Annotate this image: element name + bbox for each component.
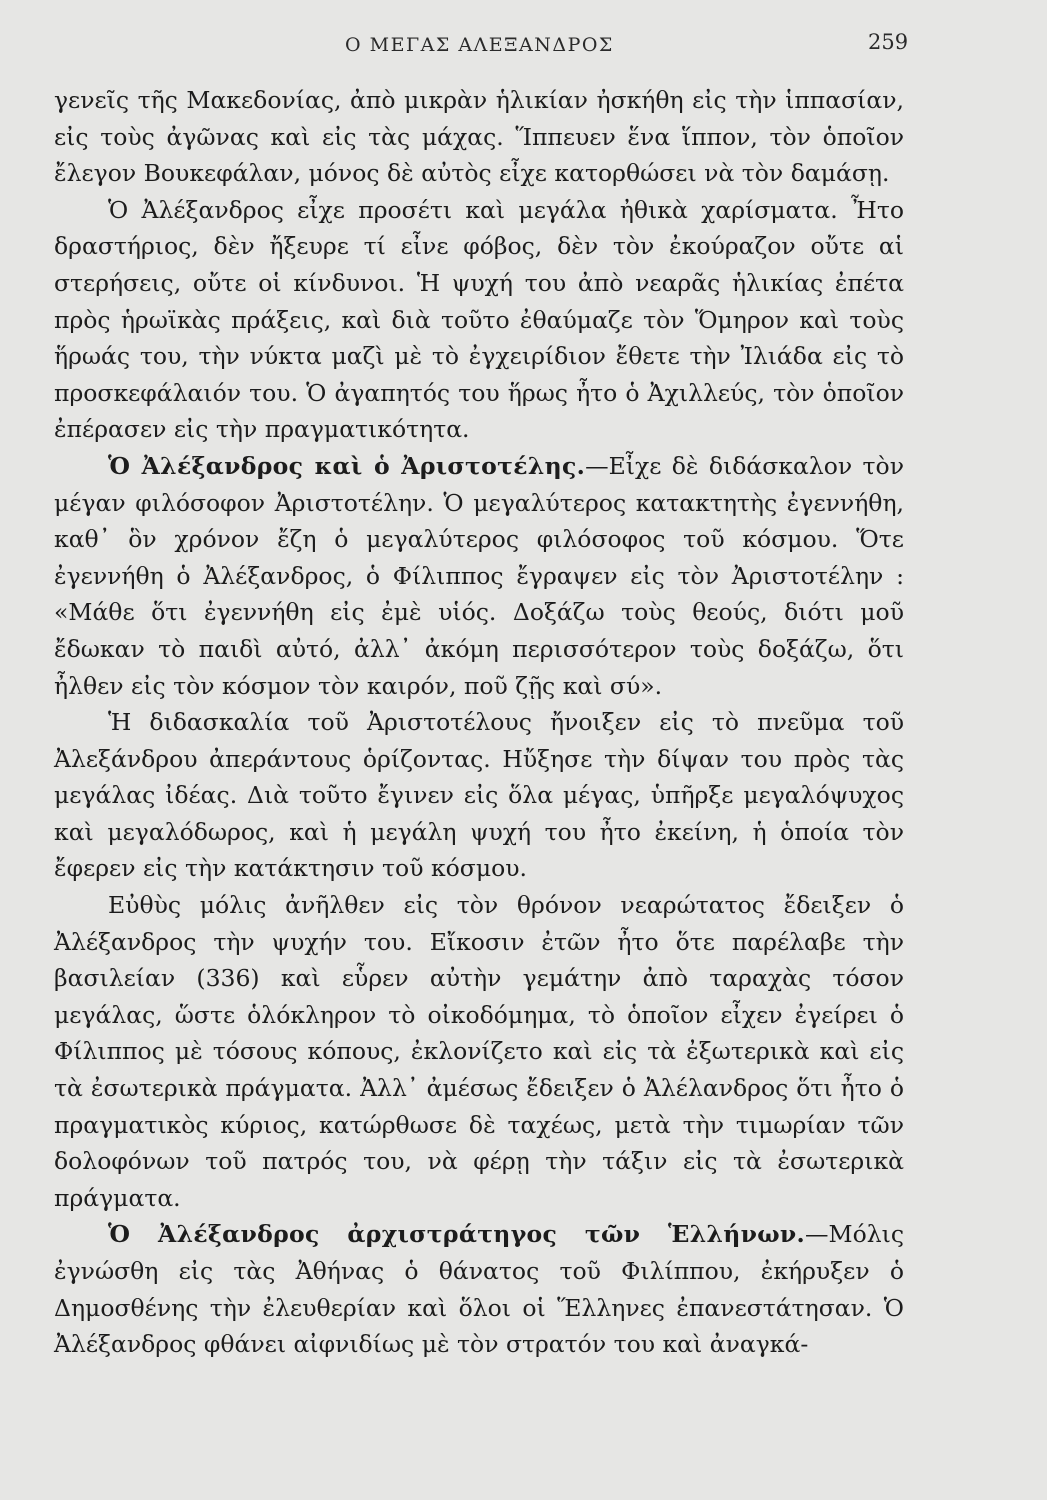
paragraph-text: —Μόλις ἐγνώσθη εἰς τὰς Ἀθήνας ὁ θάνατος τοῦ Φιλίππου, ἐκήρυξεν ὁ Δημοσθένης τὴν ἐλευθερίαν καὶ ὅλοι οἱ Ἕλληνες ἐπανεστάτησαν. Ὁ Ἀλέξανδρος φθάνει αἰφνιδίως μὲ τὸν στρατόν του καὶ ἀναγκά-	[54, 1220, 904, 1359]
paragraph-4	[54, 704, 904, 887]
paragraph-1	[54, 82, 904, 192]
running-title: Ο ΜΕΓΑΣ ΑΛΕΞΑΝΔΡΟΣ	[345, 34, 614, 56]
paragraph-text: Εὐθὺς μόλις ἀνῆλθεν εἰς τὸν θρόνον νεαρώτατος ἔδειξεν ὁ Ἀλέξανδρος τὴν ψυχήν του. Εἴκοσιν ἐτῶν ἦτο ὅτε παρέλαβε τὴν βασιλείαν (336) καὶ εὗρεν αὐτὴν γεμάτην ἀπὸ ταραχὰς τόσον μεγάλας, ὥστε ὁλόκληρον τὸ οἰκοδόμημα, τὸ ὁποῖον εἶχεν ἐγείρει ὁ Φίλιππος μὲ τόσους κόπους, ἐκλονίζετο καὶ εἰς τὰ ἐξωτερικὰ καὶ εἰς τὰ ἐσωτερικὰ πράγματα. Ἀλλ᾽ ἀμέσως ἔδειξεν ὁ Ἀλέλανδρος ὅτι ἦτο ὁ πραγματικὸς κύριος, κατώρθωσε δὲ ταχέως, μετὰ τὴν τιμωρίαν τῶν δολοφόνων τοῦ πατρός του, νὰ φέρῃ τὴν τάξιν εἰς τὰ ἐσωτερικὰ πράγματα.	[54, 891, 904, 1212]
paragraph-2	[54, 192, 904, 448]
section-alexander-commander	[54, 1216, 904, 1362]
section-heading: Ὁ Ἀλέξανδρος ἀρχιστράτηγος τῶν Ἑλλήνων.	[108, 1220, 806, 1249]
paragraph-text: Ὁ Ἀλέξανδρος εἶχε προσέτι καὶ μεγάλα ἠθικὰ χαρίσματα. Ἦτο δραστήριος, δὲν ἤξευρε τί εἶνε φόβος, δὲν τὸν ἐκούραζον οὔτε αἱ στερήσεις, οὔτε οἱ κίνδυνοι. Ἡ ψυχή του ἀπὸ νεαρᾶς ἡλικίας ἐπέτα πρὸς ἡρωϊκὰς πράξεις, καὶ διὰ τοῦτο ἐθαύμαζε τὸν Ὅμηρον καὶ τοὺς ἥρωάς του, τὴν νύκτα μαζὶ μὲ τὸ ἐγχειρίδιον ἔθετε τὴν Ἰλιάδα εἰς τὸ προσκεφάλαιόν του. Ὁ ἀγαπητός του ἥρως ἦτο ὁ Ἀχιλλεύς, τὸν ὁποῖον ἐπέρασεν εἰς τὴν πραγματικότητα.	[54, 195, 904, 444]
paragraph-text: —Εἶχε δὲ διδάσκαλον τὸν μέγαν φιλόσοφον Ἀριστοτέλην. Ὁ μεγαλύτερος κατακτητὴς ἐγεννήθη, καθ᾽ ὃν χρόνον ἔζη ὁ μεγαλύτερος φιλόσοφος τοῦ κόσμου. Ὅτε ἐγεννήθη ὁ Ἀλέξανδρος, ὁ Φίλιππος ἔγραψεν εἰς τὸν Ἀριστοτέλην : «Μάθε ὅτι ἐγεννήθη εἰς ἐμὲ υἱός. Δοξάζω τοὺς θεούς, διότι μοῦ ἔδωκαν τὸ παιδὶ αὐτό, ἀλλ᾽ ἀκόμη περισσότερον τοὺς δοξάζω, ὅτι ἦλθεν εἰς τὸν κόσμον τὸν καιρόν, ποῦ ζῇς καὶ σύ».	[54, 451, 904, 700]
page-number: 259	[868, 30, 909, 54]
running-head	[0, 30, 1047, 60]
paragraph-5	[54, 887, 904, 1216]
section-heading: Ὁ Ἀλέξανδρος καὶ ὁ Ἀριστοτέλης.	[108, 451, 586, 480]
paragraph-text: Ἡ διδασκαλία τοῦ Ἀριστοτέλους ἤνοιξεν εἰς τὸ πνεῦμα τοῦ Ἀλεξάνδρου ἀπεράντους ὁρίζοντας. Ηὔξησε τὴν δίψαν του πρὸς τὰς μεγάλας ἰδέας. Διὰ τοῦτο ἔγινεν εἰς ὅλα μέγας, ὑπῆρξε μεγαλόψυχος καὶ μεγαλόδωρος, καὶ ἡ μεγάλη ψυχή του ἦτο ἐκείνη, ἡ ὁποία τὸν ἔφερεν εἰς τὴν κατάκτησιν τοῦ κόσμου.	[54, 708, 904, 883]
body-text	[54, 82, 904, 1363]
section-alexander-aristotle	[54, 448, 904, 704]
paragraph-text: γενεῖς τῆς Μακεδονίας, ἀπὸ μικρὰν ἡλικίαν ἠσκήθη εἰς τὴν ἱππασίαν, εἰς τοὺς ἀγῶνας καὶ εἰς τὰς μάχας. Ἵππευεν ἕνα ἵππον, τὸν ὁποῖον ἔλεγον Βουκεφάλαν, μόνος δὲ αὐτὸς εἶχε κατορθώσει νὰ τὸν δαμάσῃ.	[54, 86, 904, 188]
